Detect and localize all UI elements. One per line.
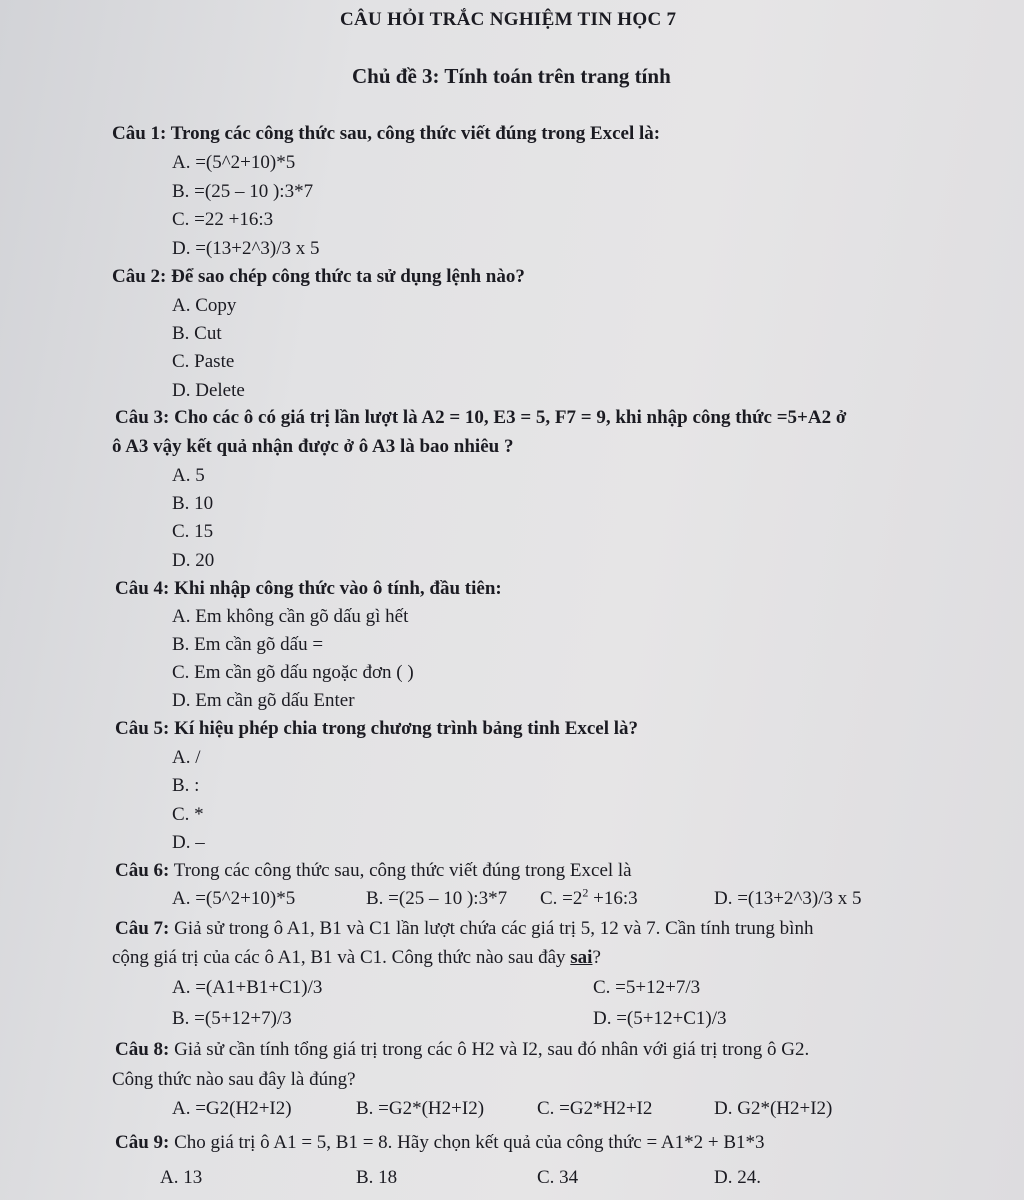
q3-option-b: B. 10 (172, 493, 214, 514)
question-7-text-3: ? (592, 947, 601, 968)
q3-option-c: C. 15 (172, 521, 214, 542)
q1-option-b: B. =(25 – 10 ):3*7 (172, 181, 314, 202)
question-6-text: Trong các công thức sau, công thức viết đúng trong Excel là (169, 860, 632, 881)
q6-option-c (540, 887, 638, 911)
q9-option-c: C. 34 (537, 1167, 579, 1188)
q5-option-d: D. – (172, 832, 205, 853)
q7-option-d: D. =(5+12+C1)/3 (593, 1008, 727, 1029)
q6-option-a: A. =(5^2+10)*5 (172, 888, 296, 909)
question-7-emphasis: sai (570, 947, 593, 968)
topic-subtitle: Chủ đề 3: Tính toán trên trang tính (352, 64, 671, 88)
q9-option-d: D. 24. (714, 1167, 761, 1188)
question-9 (115, 1131, 765, 1155)
question-8-line-2: Công thức nào sau đây là đúng? (112, 1069, 356, 1090)
q4-option-a: A. Em không cần gõ dấu gì hết (172, 606, 409, 627)
question-6-label: Câu 6: (115, 860, 170, 881)
document-title: CÂU HỎI TRẮC NGHIỆM TIN HỌC 7 (340, 9, 677, 30)
question-4: Câu 4: Khi nhập công thức vào ô tính, đầu tiên: (115, 578, 502, 599)
q4-option-b: B. Em cần gõ dấu = (172, 634, 324, 655)
question-6 (115, 859, 632, 883)
question-9-label: Câu 9: (115, 1132, 170, 1153)
q7-option-b: B. =(5+12+7)/3 (172, 1008, 292, 1029)
q6-option-c-base: C. =2 (540, 888, 583, 909)
question-8-label: Câu 8: (115, 1039, 170, 1060)
question-7-line-1 (115, 917, 813, 941)
q2-option-b: B. Cut (172, 323, 222, 344)
question-2: Câu 2: Để sao chép công thức ta sử dụng lệnh nào? (112, 266, 525, 287)
q2-option-c: C. Paste (172, 351, 235, 372)
question-7-text: Giả sử trong ô A1, B1 và C1 lần lượt chứa các giá trị 5, 12 và 7. Cần tính trung bình (169, 918, 814, 939)
q4-option-d: D. Em cần gõ dấu Enter (172, 690, 355, 711)
q4-option-c: C. Em cần gõ dấu ngoặc đơn ( ) (172, 662, 414, 683)
q8-option-d: D. G2*(H2+I2) (714, 1098, 833, 1119)
q5-option-a: A. / (172, 747, 201, 768)
q8-option-c: C. =G2*H2+I2 (537, 1098, 653, 1119)
q7-option-c: C. =5+12+7/3 (593, 977, 701, 998)
q8-option-b: B. =G2*(H2+I2) (356, 1098, 485, 1119)
q1-option-c: C. =22 +16:3 (172, 209, 274, 230)
q6-option-c-rest: +16:3 (588, 888, 638, 909)
q9-option-b: B. 18 (356, 1167, 398, 1188)
q3-option-d: D. 20 (172, 550, 215, 571)
q1-option-a: A. =(5^2+10)*5 (172, 152, 296, 173)
question-9-text: Cho giá trị ô A1 = 5, B1 = 8. Hãy chọn kết quả của công thức = A1*2 + B1*3 (169, 1132, 765, 1153)
q2-option-a: A. Copy (172, 295, 237, 316)
question-7-text-2: cộng giá trị của các ô A1, B1 và C1. Công thức nào sau đây (112, 947, 571, 968)
q6-option-c-exponent: 2 (582, 885, 589, 900)
question-1: Câu 1: Trong các công thức sau, công thức viết đúng trong Excel là: (112, 123, 661, 144)
question-3-line-2: ô A3 vậy kết quả nhận được ở ô A3 là bao nhiêu ? (112, 436, 514, 457)
question-3-line-1: Câu 3: Cho các ô có giá trị lần lượt là A2 = 10, E3 = 5, F7 = 9, khi nhập công thức =5+A2 ở (115, 407, 847, 428)
q6-option-d: D. =(13+2^3)/3 x 5 (714, 888, 862, 909)
q1-option-d: D. =(13+2^3)/3 x 5 (172, 238, 320, 259)
q2-option-d: D. Delete (172, 380, 245, 401)
q7-option-a: A. =(A1+B1+C1)/3 (172, 977, 323, 998)
q5-option-b: B. : (172, 775, 200, 796)
question-5: Câu 5: Kí hiệu phép chia trong chương trình bảng tinh Excel là? (115, 718, 639, 739)
q9-option-a: A. 13 (160, 1167, 203, 1188)
question-8-text: Giả sử cần tính tổng giá trị trong các ô H2 và I2, sau đó nhân với giá trị trong ô G2. (169, 1039, 810, 1060)
q5-option-c: C. * (172, 804, 204, 825)
question-7-label: Câu 7: (115, 918, 170, 939)
q8-option-a: A. =G2(H2+I2) (172, 1098, 292, 1119)
q6-option-b: B. =(25 – 10 ):3*7 (366, 888, 508, 909)
q3-option-a: A. 5 (172, 465, 205, 486)
question-7-line-2 (112, 946, 601, 970)
question-8-line-1 (115, 1038, 809, 1062)
